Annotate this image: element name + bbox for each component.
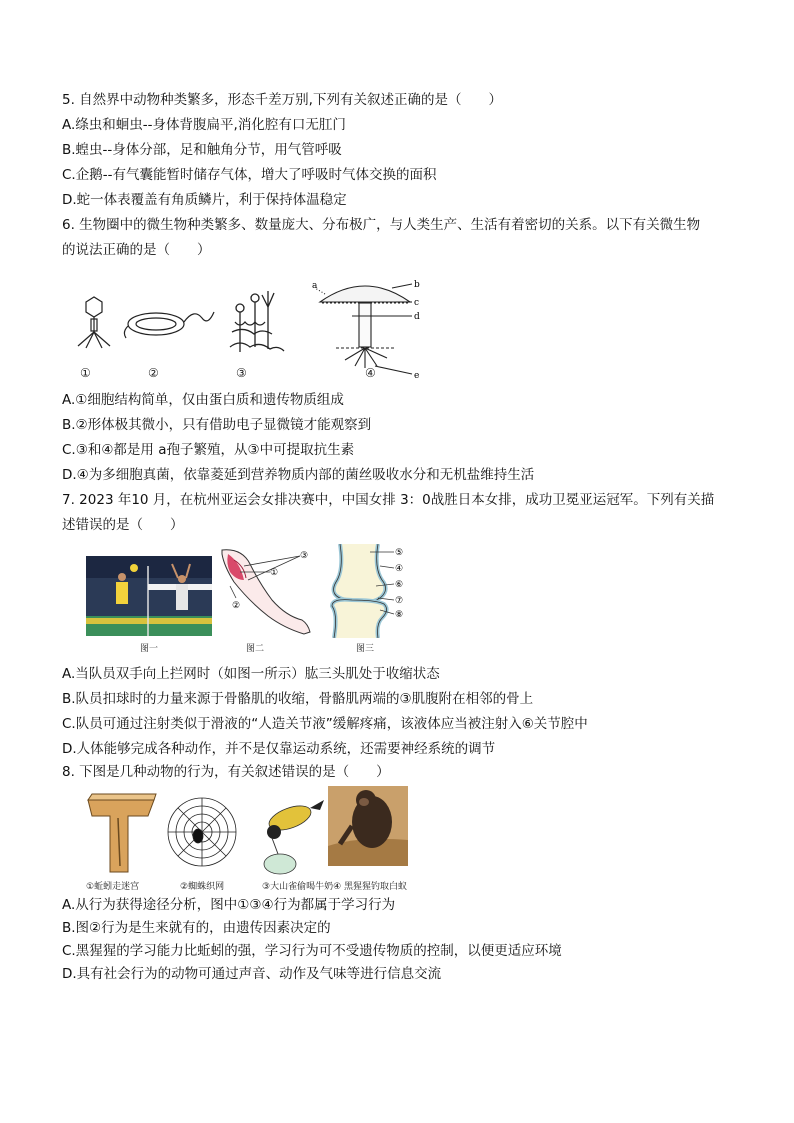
- q7-stem-line1: 7. 2023 年10 月，在杭州亚运会女排决赛中，中国女排 3：0战胜日本女排，成功卫冕亚运冠军。下列有关描: [62, 492, 715, 508]
- joint-label-7: ⑦: [395, 596, 404, 606]
- q6-option-a: A.①细胞结构简单，仅由蛋白质和遗传物质组成: [62, 392, 344, 408]
- t-maze-drawing: [88, 794, 156, 872]
- q6-stem-line2: 的说法正确的是（ ）: [62, 242, 211, 258]
- q6-option-d: D.④为多细胞真菌，依靠菱延到营养物质内部的菌丝吸收水分和无机盐维持生活: [62, 467, 535, 483]
- q7-stem-line2: 述错误的是（ ）: [62, 517, 184, 533]
- mushroom-drawing: [315, 284, 412, 374]
- mushroom-label-d: d: [414, 312, 420, 322]
- q6-option-c: C.③和④都是用 a孢子繁殖，从③中可提取抗生素: [62, 442, 355, 458]
- q7-option-d: D.人体能够完成各种动作，并不是仅靠运动系统，还需要神经系统的调节: [62, 741, 496, 757]
- arm-label-2: ②: [232, 601, 241, 611]
- q6-fig-label-3: ③: [236, 366, 247, 380]
- bacterium-drawing: [124, 312, 214, 338]
- joint-label-8: ⑧: [395, 610, 404, 620]
- q8-stem: 8. 下图是几种动物的行为，有关叙述错误的是（ ）: [62, 764, 390, 780]
- mushroom-label-a: a: [312, 281, 318, 291]
- animal-behavior-figure: [84, 786, 408, 878]
- mushroom-label-b: b: [414, 280, 420, 290]
- great-tit-drawing: [264, 800, 324, 874]
- mold-drawing: [230, 291, 284, 352]
- q7-caption-fig1: 图一: [140, 644, 159, 654]
- arm-muscle-figure: [214, 546, 318, 638]
- q8-option-d: D.具有社会行为的动物可通过声音、动作及气味等进行信息交流: [62, 966, 442, 982]
- volleyball-photo: [86, 556, 212, 636]
- q7-option-b: B.队员扣球时的力量来源于骨骼肌的收缩，骨骼肌两端的③肌腹附在相邻的骨上: [62, 691, 534, 707]
- q6-fig-label-1: ①: [80, 366, 91, 380]
- q7-option-a: A.当队员双手向上拦网时（如图一所示）肱三头肌处于收缩状态: [62, 666, 440, 682]
- q8-caption-2: ②蜘蛛织网: [180, 882, 225, 892]
- bacteriophage-drawing: [78, 297, 110, 348]
- mushroom-label-c: c: [414, 298, 420, 308]
- q7-option-c: C.队员可通过注射类似于滑液的“人造关节液”缓解疼痛，该液体应当被注射入⑥关节腔中: [62, 716, 588, 732]
- joint-figure: [320, 544, 410, 638]
- chimpanzee-drawing: [328, 786, 408, 866]
- q6-fig-label-4: ④: [365, 366, 376, 380]
- q8-option-a: A.从行为获得途径分析，图中①③④行为都属于学习行为: [62, 897, 396, 913]
- mushroom-label-e: e: [414, 371, 420, 380]
- joint-label-6: ⑥: [395, 580, 404, 590]
- q8-caption-1: ①蚯蚓走迷宫: [86, 882, 140, 892]
- joint-label-5: ⑤: [395, 548, 404, 558]
- q8-option-c: C.黑猩猩的学习能力比蚯蚓的强，学习行为可不受遗传物质的控制，以便更适应环境: [62, 943, 562, 959]
- q8-caption-3-4: ③大山雀偷喝牛奶④ 黑猩猩钓取白蚁: [262, 882, 407, 892]
- q8-option-b: B.图②行为是生来就有的，由遗传因素决定的: [62, 920, 331, 936]
- q5-option-c: C.企鹅--有气囊能暂时储存气体，增大了呼吸时气体交换的面积: [62, 167, 437, 183]
- joint-label-4: ④: [395, 564, 404, 574]
- q6-stem-line1: 6. 生物圈中的微生物种类繁多、数量庞大、分布极广，与人类生产、生活有着密切的关系。以下有关微生物: [62, 217, 701, 233]
- spider-web-drawing: [168, 798, 236, 866]
- arm-label-1: ①: [270, 568, 279, 578]
- q6-fig-label-2: ②: [148, 366, 159, 380]
- arm-label-3: ③: [300, 551, 309, 561]
- q6-option-b: B.②形体极其微小，只有借助电子显微镜才能观察到: [62, 417, 372, 433]
- q5-option-b: B.蝗虫--身体分部，足和触角分节，用气管呼吸: [62, 142, 342, 158]
- q5-option-a: A.绦虫和蛔虫--身体背腹扁平,消化腔有口无肛门: [62, 117, 346, 133]
- q7-caption-fig3: 图三: [356, 644, 375, 654]
- q5-stem: 5. 自然界中动物种类繁多，形态千差万别,下列有关叙述正确的是（ ）: [62, 92, 502, 108]
- microorganism-figure: [60, 272, 420, 380]
- q5-option-d: D.蛇一体表覆盖有角质鳞片，利于保持体温稳定: [62, 192, 347, 208]
- q7-caption-fig2: 图二: [246, 644, 265, 654]
